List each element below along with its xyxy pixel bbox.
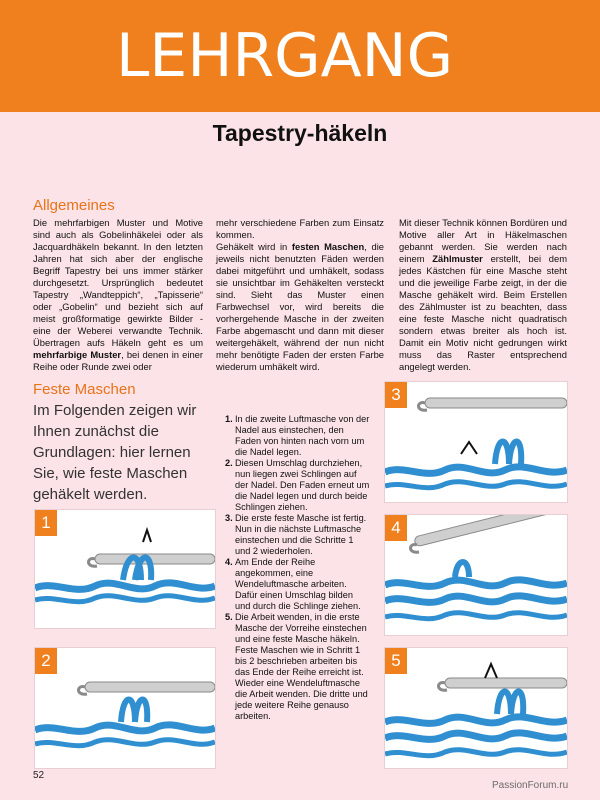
figure-panel-5 [385, 648, 567, 768]
step-badge: 5 [385, 648, 407, 674]
step-item [225, 557, 370, 612]
col3-text-a: Mit dieser Technik können Bordüren und Motive aller Art in Häkelmaschen gebannt werden. Sie werden nach einem [399, 217, 567, 264]
step-text: Die Arbeit wenden, in die erste Masche der Vorreihe einstechen und eine feste Masche häkeln. Feste Maschen wie in Schritt 1 bis 2 beschrieben arbeiten bis das Ende der Reihe erreicht ist. Wieder eine Wendeluftmasche die Arbeit wenden. Die dritte und jede weitere Reihe genauso arbeiten. [235, 612, 368, 721]
step-number: 2. [225, 458, 233, 468]
col3-text-b: erstellt, bei dem jedes Kästchen für eine Masche steht und die jeweilige Farbe zeigt, in der die Masche gehäkelt wird. Beim Erstellen des Zählmuster ist zu beachten, dass eine feste Masche nicht quadratisch sondern etwas breiter als hoch ist. Damit ein Motiv nicht gedrungen wirkt muss das Raster entsprechend angelegt werden. [399, 253, 568, 372]
step-text: Am Ende der Reihe angekommen, eine Wendeluftmasche arbeiten. Dafür einen Umschlag bilden und durch die Schlinge ziehen. [235, 557, 361, 611]
step-item [225, 612, 370, 722]
step-list [225, 414, 370, 722]
page-title: Tapestry-häkeln [212, 120, 388, 146]
col2-text-c: , die jeweils nicht benutzten Fäden werden dabei mitgeführt und umhäkelt, sodass sie unsichtbar im Gehäkelten versteckt sind. Sieht das Muster einen Farbwechsel vor, wird bereits die vorhergehende Masche in der zweiten Farbe abgemascht und dann mit dieser weitergehäkelt, während der nun nicht mehr benötigte Faden der ersten Farbe wiederum umhäkelt wird. [216, 241, 384, 372]
col3-bold: Zählmuster [432, 253, 483, 264]
step-text: In die zweite Luftmasche von der Nadel aus einstechen, den Faden von hinten nach vorn um die Nadel legen. [235, 414, 370, 457]
crochet-illustration-3 [385, 382, 567, 502]
step-item [225, 458, 370, 513]
crochet-illustration-2 [35, 648, 215, 768]
page-number: 52 [33, 770, 45, 781]
step-item [225, 513, 370, 557]
figure-panel-3 [385, 382, 567, 502]
watermark: PassionForum.ru [492, 780, 569, 791]
step-text: Die erste feste Masche ist fertig. Nun in die nächste Luftmasche einstechen und die Schritte 1 und 2 wiederholen. [235, 513, 367, 556]
crochet-illustration-1 [35, 510, 215, 628]
crochet-illustration-5 [385, 648, 567, 768]
allgemeines-column-3 [399, 217, 567, 373]
col2-bold: festen Maschen [291, 241, 365, 252]
header-banner [0, 0, 600, 112]
step-number: 5. [225, 612, 233, 622]
col2-text-a: mehr verschiedene Farben zum Einsatz kommen. [216, 217, 384, 240]
allgemeines-column-2 [216, 217, 384, 373]
step-badge: 4 [385, 515, 407, 541]
step-number: 1. [225, 414, 233, 424]
feste-maschen-heading: Feste Maschen [33, 381, 136, 398]
figure-panel-2 [35, 648, 215, 768]
step-badge: 3 [385, 382, 407, 408]
step-badge: 2 [35, 648, 57, 674]
allgemeines-column-1 [33, 217, 203, 373]
col1-bold: mehrfarbige Muster [33, 349, 122, 360]
crochet-illustration-4 [385, 515, 567, 635]
col2-text-b: Gehäkelt wird in [216, 241, 292, 252]
banner-title: LEHRGANG [116, 21, 454, 91]
step-badge: 1 [35, 510, 57, 536]
figure-panel-4 [385, 515, 567, 635]
col1-text-b: , bei denen in einer Reihe oder Runde zwei oder [33, 349, 204, 372]
col1-text-a: Die mehrfarbigen Muster und Motive sind auch als Gobelinhäkelei oder als Jacquardhäkeln bekannt. In den letzten Jahren hat sich aber der englische Begriff Tapestry bei uns immer stärker durchgesetzt. Ursprünglich bedeutet Tapestry „Wandteppich“, „Tapisserie“ oder „Gobelin“ und bezieht sich auf meist großformatige gewirkte Bilder - eine der Weberei verwandte Technik. Übertragen aufs Häkeln geht es um [33, 217, 203, 348]
step-text: Diesen Umschlag durchziehen, nun liegen zwei Schlingen auf der Nadel. Den Faden erneut um die Nadel legen und durch beide Schlingen ziehen. [235, 458, 370, 512]
step-number: 3. [225, 513, 233, 523]
step-number: 4. [225, 557, 233, 567]
step-item [225, 414, 370, 458]
feste-maschen-intro: Im Folgenden zeigen wir Ihnen zunächst die Grundlagen: hier lernen Sie, wie feste Maschen gehäkelt werden. [33, 402, 197, 503]
allgemeines-heading: Allgemeines [33, 197, 115, 214]
figure-panel-1 [35, 510, 215, 628]
